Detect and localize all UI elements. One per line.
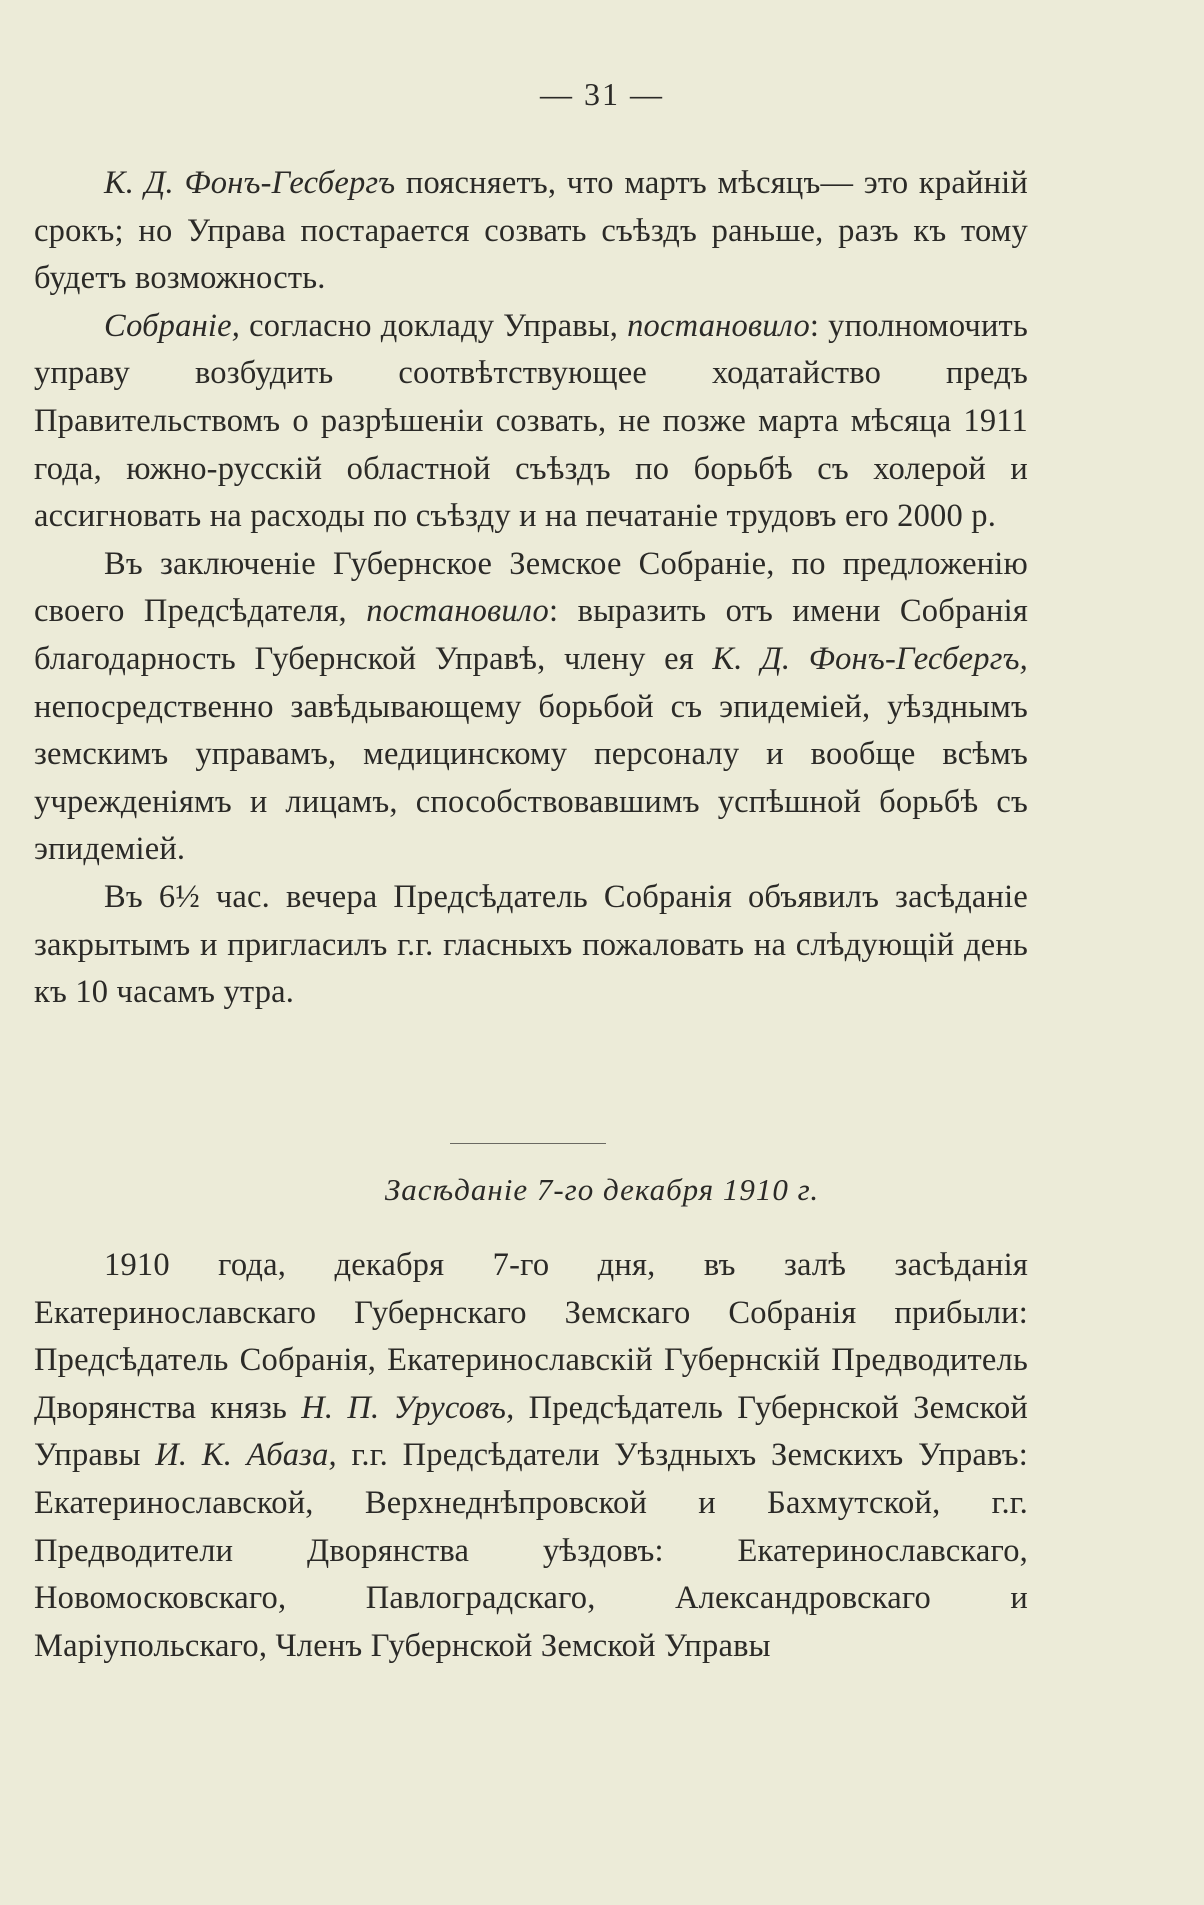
text-segment: Въ заключеніе Губернское Земское Собраніе, по предложенію своего Предсѣдателя, (34, 545, 1028, 630)
paragraph-session-closing (34, 874, 1028, 1017)
paragraph-gesberg-explanation (34, 160, 1028, 303)
text-segment: г.г. Предсѣдатели Уѣздныхъ Земскихъ Управъ: Екатеринославской, Верхнеднѣпровской и Бахмутской, г.г. Предводители Дворянства уѣздовъ: Екатеринославскаго, Новомосковскаго, Павлоградскаго, Александровскаго и Маріупольскаго, Членъ Губернской Земской Управы (34, 1437, 1028, 1664)
session-heading: Засѣданіе 7-го декабря 1910 г. (384, 1172, 820, 1207)
text-segment: Собраніе, (104, 307, 241, 344)
page-number: — 31 — (540, 76, 664, 112)
text-segment: 1910 года, декабря 7-го дня, въ залѣ засѣданія Екатеринославскаго Губернскаго Земскаго Собранія прибыли: Предсѣдатель Собранія, Екатеринославскій Губернскій Предводитель Дворянства князь (34, 1247, 1028, 1426)
section-divider (450, 1143, 606, 1144)
text-segment: К. Д. Фонъ-Гесбергъ, (712, 640, 1028, 677)
text-segment: Въ 6½ час. вечера Предсѣдатель Собранія объявилъ засѣданіе закрытымъ и пригласилъ г.г. гласныхъ пожаловать на слѣдующій день къ 10 часамъ утра. (34, 878, 1028, 1011)
text-segment: непосредственно завѣдывающему борьбой съ эпидеміей, уѣзднымъ земскимъ управамъ, медицинскому персоналу и вообще всѣмъ учрежденіямъ и лицамъ, способствовавшимъ успѣшной борьбѣ съ эпидеміей. (34, 688, 1028, 868)
paragraph-gratitude-resolution (34, 541, 1028, 874)
text-segment: К. Д. Фонъ-Гесбергъ (104, 165, 396, 201)
text-segment: : уполномочить управу возбудить соотвѣтствующее ходатайство предъ Правительствомъ о разрѣшеніи созвать, не позже марта мѣсяца 1911 года, южно-русскій областной съѣздъ по борьбѣ съ холерой и ассигновать на расходы по съѣзду и на печатаніе трудовъ его 2000 р. (34, 307, 1028, 535)
text-segment: постановило (627, 307, 810, 344)
text-segment: согласно докладу Управы, (240, 307, 628, 344)
paragraph-session-attendance (34, 1242, 1028, 1670)
text-segment: Предсѣдатель Губернской Земской Управы (34, 1389, 1029, 1474)
resolution-text-block (34, 160, 1028, 1017)
text-segment: : выразить отъ имени Собранія благодарность Губернской Управѣ, члену ея (34, 593, 1028, 677)
text-segment: постановило (366, 593, 550, 630)
text-segment: И. К. Абаза, (155, 1437, 337, 1474)
text-segment: Н. П. Урусовъ, (301, 1389, 515, 1426)
paragraph-assembly-resolution (34, 303, 1028, 541)
session-text-block (34, 1242, 1028, 1670)
text-segment: поясняетъ, что мартъ мѣсяцъ— это крайній срокъ; но Управа постарается созвать съѣздъ раньше, разъ къ тому будетъ возможность. (34, 165, 1028, 297)
